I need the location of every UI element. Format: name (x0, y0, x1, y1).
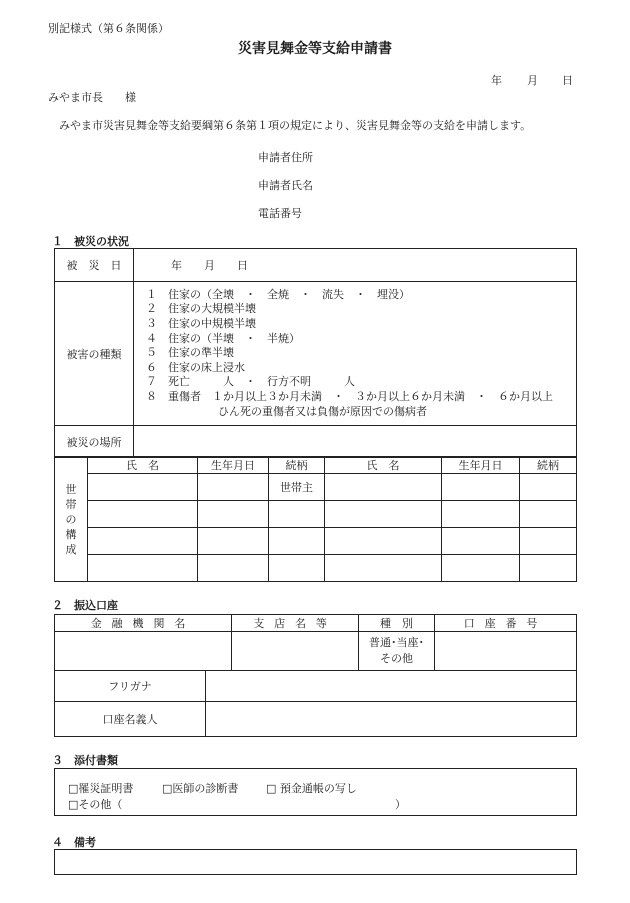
damage-type-item[interactable]: １ 住家の（全壊 ・ 全焼 ・ 流失 ・ 埋没） (146, 287, 410, 301)
location-label: 被災の場所 (55, 426, 134, 458)
statement: みやま市災害見舞金等支給要綱第６条第１項の規定により、災害見舞金等の支給を申請します。 (59, 119, 532, 132)
name-cell[interactable] (88, 528, 198, 555)
account-number-field[interactable] (435, 632, 577, 671)
applicant-address-label: 申請者住所 (258, 151, 313, 164)
household-table (54, 456, 577, 582)
disaster-status-table (54, 248, 577, 458)
household-label: 世 帯 の 構 成 (55, 457, 88, 582)
bank-name-field[interactable] (55, 632, 232, 671)
location-field[interactable] (134, 426, 577, 458)
section4-heading: ４ 備考 (52, 836, 96, 849)
page-title: 災害見舞金等支給申請書 (238, 41, 392, 57)
relation-cell[interactable] (269, 528, 325, 555)
damage-type-note: ひん死の重傷者又は負傷が原因での傷病者 (218, 404, 427, 418)
attachment-disaster-certificate[interactable]: □罹災証明書 (68, 782, 134, 795)
bank-name-header: 金融機関名 (55, 615, 232, 632)
damage-type-item[interactable]: ５ 住家の準半壊 (146, 346, 234, 360)
branch-header: 支店名等 (232, 615, 359, 632)
relation-cell[interactable] (520, 555, 577, 582)
relation-cell[interactable] (520, 528, 577, 555)
name-cell[interactable] (88, 501, 198, 528)
remarks-field[interactable] (54, 849, 577, 875)
table-row (55, 501, 577, 528)
column-header-birthdate: 生年月日 (198, 457, 269, 474)
phone-label: 電話番号 (258, 207, 302, 220)
account-holder-field[interactable] (206, 702, 577, 737)
form-note: 別記様式（第６条関係） (48, 22, 169, 35)
attachment-bankbook-copy[interactable]: □ 預金通帳の写し (266, 782, 357, 795)
furigana-field[interactable] (206, 671, 577, 702)
name-cell[interactable] (88, 555, 198, 582)
column-header-relation: 続柄 (269, 457, 325, 474)
section1-heading: １ 被災の状況 (52, 235, 129, 248)
damage-type-list[interactable] (134, 282, 577, 426)
furigana-label: フリガナ (55, 671, 206, 702)
account-holder-label: 口座名義人 (55, 702, 206, 737)
damage-type-item[interactable]: ８ 重傷者 １か月以上３か月未満 ・ ３か月以上６か月未満 ・ ６か月以上 (146, 389, 553, 403)
relation-cell-head: 世帯主 (269, 474, 325, 501)
birthdate-cell[interactable] (198, 474, 269, 501)
relation-cell[interactable] (520, 501, 577, 528)
column-header-birthdate: 生年月日 (442, 457, 520, 474)
birthdate-cell[interactable] (442, 474, 520, 501)
attachment-medical-certificate[interactable]: □医師の診断書 (162, 782, 239, 795)
relation-cell[interactable] (520, 474, 577, 501)
relation-cell[interactable] (269, 555, 325, 582)
damage-type-item[interactable]: ７ 死亡 人 ・ 行方不明 人 (146, 375, 355, 389)
branch-field[interactable] (232, 632, 359, 671)
damage-type-item[interactable]: ４ 住家の（半壊 ・ 半焼） (146, 331, 300, 345)
account-number-header: 口座番号 (435, 615, 577, 632)
relation-cell[interactable] (269, 501, 325, 528)
name-cell[interactable] (88, 474, 198, 501)
damage-type-label: 被害の種類 (55, 282, 134, 426)
section2-heading: ２ 振込口座 (52, 599, 118, 612)
damage-type-item[interactable]: ３ 住家の中規模半壊 (146, 317, 256, 331)
disaster-date-label: 被 災 日 (55, 249, 134, 282)
account-type-header: 種 別 (359, 615, 435, 632)
birthdate-cell[interactable] (198, 555, 269, 582)
damage-type-item[interactable]: ２ 住家の大規模半壊 (146, 302, 256, 316)
column-header-name: 氏 名 (88, 457, 198, 474)
bank-account-table (54, 614, 577, 671)
section3-heading: ３ 添付書類 (52, 754, 118, 767)
table-row (55, 555, 577, 582)
name-cell[interactable] (325, 474, 442, 501)
birthdate-cell[interactable] (198, 501, 269, 528)
attachment-other[interactable]: □その他（ (68, 798, 123, 811)
addressee: みやま市長 様 (48, 91, 136, 104)
birthdate-cell[interactable] (442, 555, 520, 582)
disaster-date-field[interactable]: 年 月 日 (134, 249, 577, 282)
applicant-name-label: 申請者氏名 (258, 179, 313, 192)
account-holder-table (54, 670, 577, 737)
table-row (55, 528, 577, 555)
damage-type-item[interactable]: ６ 住家の床上浸水 (146, 360, 245, 374)
name-cell[interactable] (325, 555, 442, 582)
column-header-relation: 続柄 (520, 457, 577, 474)
table-row (55, 474, 577, 501)
column-header-name: 氏 名 (325, 457, 442, 474)
birthdate-cell[interactable] (442, 528, 520, 555)
date-year: 年 (491, 74, 502, 87)
birthdate-cell[interactable] (198, 528, 269, 555)
account-type-options[interactable]: 普通･当座･ その他 (359, 632, 435, 671)
date-month: 月 (527, 74, 538, 87)
attachment-other-close: ） (395, 798, 406, 811)
name-cell[interactable] (325, 528, 442, 555)
birthdate-cell[interactable] (442, 501, 520, 528)
date-day: 日 (562, 74, 573, 87)
name-cell[interactable] (325, 501, 442, 528)
